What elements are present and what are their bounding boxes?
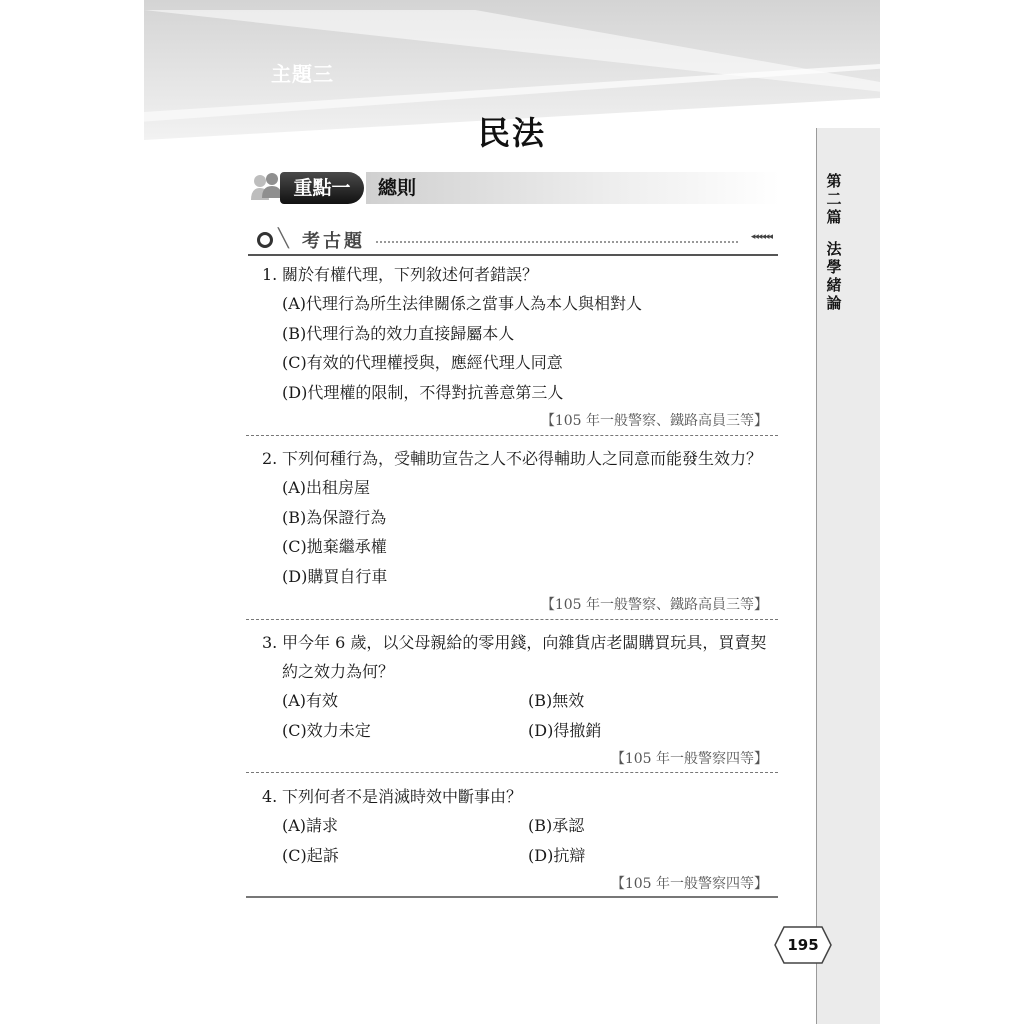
side-char: 二 (826, 190, 842, 208)
people-icon (250, 170, 284, 204)
page-number-badge (774, 926, 832, 964)
bottom-rule (246, 896, 778, 898)
option-d: (D)抗辯 (528, 845, 586, 865)
option-c: (C)效力未定 (282, 720, 371, 740)
exam-source: 【105 年一般警察四等】 (610, 751, 768, 767)
option-c: (C)起訴 (282, 845, 339, 865)
question-number: 4. (262, 787, 278, 806)
chapter-title: 民法 (477, 114, 546, 152)
question-stem (262, 260, 774, 289)
point-tag: 重點一 (280, 172, 364, 204)
option-b: (B)承認 (528, 816, 585, 835)
option-grid (262, 686, 774, 745)
question-separator (246, 435, 778, 436)
theme-label: 主題三 (271, 62, 334, 86)
dotted-leader (376, 241, 738, 243)
section-heading (250, 170, 780, 206)
question-3 (262, 628, 774, 773)
question-number: 3. (262, 633, 278, 652)
option-a: (A)代理行為所生法律關係之當事人為本人與相對人 (282, 294, 643, 313)
exam-source: 【105 年一般警察、鐵路高員三等】 (540, 597, 768, 613)
slash-divider-icon: ╲ (278, 228, 289, 249)
option-b: (B)為保證行為 (282, 507, 387, 527)
question-stem (262, 628, 774, 686)
question-separator (246, 772, 778, 773)
side-char: 論 (826, 294, 842, 312)
question-text: 下列何者不是消滅時效中斷事由？ (282, 787, 523, 806)
ring-icon (256, 231, 274, 249)
option-a: (A)有效 (282, 691, 339, 710)
past-exam-header (248, 228, 778, 256)
option-d: (D)得撤銷 (528, 720, 602, 740)
question-number: 2. (262, 449, 278, 468)
option-d: (D)代理權的限制，不得對抗善意第三人 (282, 382, 564, 402)
question-separator (246, 619, 778, 620)
question-text: 下列何種行為，受輔助宣告之人不必得輔助人之同意而能發生效力？ (282, 449, 763, 468)
book-page (144, 0, 880, 1024)
exam-source: 【105 年一般警察四等】 (610, 876, 768, 892)
exam-source: 【105 年一般警察、鐵路高員三等】 (540, 413, 768, 429)
question-text: 關於有權代理，下列敘述何者錯誤？ (282, 265, 539, 284)
option-a: (A)出租房屋 (282, 478, 371, 497)
page-number: 195 (787, 936, 819, 954)
option-b: (B)無效 (528, 691, 585, 710)
question-stem (262, 782, 774, 811)
side-char: 學 (826, 258, 842, 276)
question-number: 1. (262, 265, 278, 284)
option-c: (C)拋棄繼承權 (282, 537, 387, 556)
option-c: (C)有效的代理權授與，應經代理人同意 (282, 353, 563, 372)
section-topic: 總則 (366, 172, 780, 204)
question-stem (262, 444, 774, 473)
question-2 (262, 444, 774, 619)
question-1 (262, 260, 774, 435)
side-char: 第 (826, 172, 842, 190)
part-side-label (824, 172, 844, 312)
question-4 (262, 782, 774, 898)
option-grid (262, 811, 774, 870)
side-char: 緒 (826, 276, 842, 294)
question-text: 甲今年 6 歲，以父母親給的零用錢，向雜貨店老闆購買玩具，買賣契約之效力為何？ (282, 633, 767, 681)
option-a: (A)請求 (282, 816, 339, 835)
side-char: 法 (826, 240, 842, 258)
side-char: 篇 (826, 208, 842, 226)
arrow-left-icons: ◂◂◂◂◂◂ (750, 232, 772, 242)
past-exam-label: 考古題 (302, 231, 365, 252)
option-d: (D)購買自行車 (282, 566, 388, 586)
option-b: (B)代理行為的效力直接歸屬本人 (282, 323, 515, 343)
